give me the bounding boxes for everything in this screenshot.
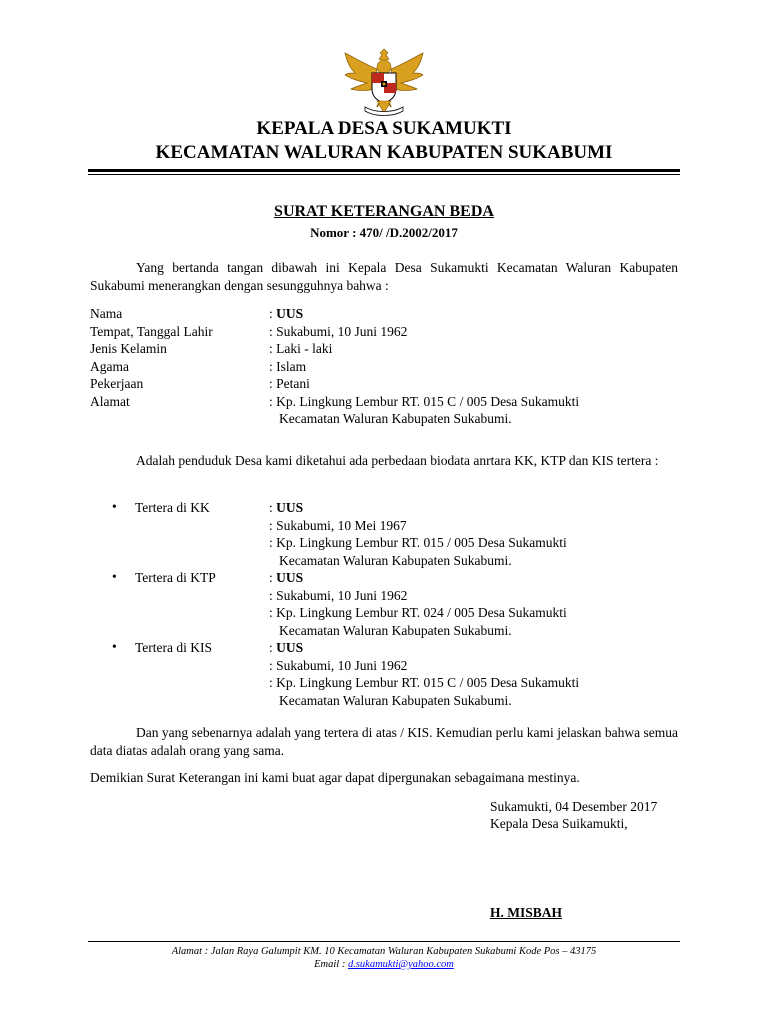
identity-row xyxy=(90,358,680,376)
identity-value: : Laki - laki xyxy=(269,341,333,356)
record-name: : UUS xyxy=(269,500,304,515)
record-birth: : Sukabumi, 10 Juni 1962 xyxy=(269,657,408,673)
record-label: Tertera di KIS xyxy=(135,640,213,655)
identity-value-cont: Kecamatan Waluran Kabupaten Sukabumi. xyxy=(279,411,512,426)
identity-value: : Kp. Lingkung Lembur RT. 015 C / 005 Desa Sukamukti xyxy=(269,393,580,409)
record-address: : Kp. Lingkung Lembur RT. 024 / 005 Desa Sukamukti xyxy=(269,605,567,620)
record-birth: : Sukabumi, 10 Mei 1967 xyxy=(269,517,407,533)
record-ktp xyxy=(90,569,680,639)
record-name: : UUS xyxy=(269,640,304,655)
difference-paragraph: Adalah penduduk Desa kami diketahui ada perbedaan biodata anrtara KK, KTP dan KIS tertera : xyxy=(136,453,659,468)
records-list xyxy=(90,499,680,709)
identity-label: Jenis Kelamin xyxy=(90,341,167,356)
identity-row xyxy=(90,375,680,393)
intro-paragraph: Yang bertanda tangan dibawah ini Kepala Desa Sukamukti Kecamatan Waluran Kabupaten Sukabumi menerangkan dengan sesungguhnya bahwa : xyxy=(90,260,678,293)
closing-paragraph-1: Dan yang sebenarnya adalah yang tertera di atas / KIS. Kemudian perlu kami jelaskan bahwa semua data diatas adalah orang yang sama. xyxy=(90,725,678,758)
record-address: : Kp. Lingkung Lembur RT. 015 C / 005 Desa Sukamukti xyxy=(269,675,580,690)
record-address-cont: Kecamatan Waluran Kabupaten Sukabumi. xyxy=(279,692,512,708)
letter-title: SURAT KETERANGAN BEDA xyxy=(274,203,494,220)
header-title-line1: KEPALA DESA SUKAMUKTI xyxy=(256,118,512,139)
closing-paragraph-2: Demikian Surat Keterangan ini kami buat agar dapat dipergunakan sebagaimana mestinya. xyxy=(90,770,580,785)
record-label: Tertera di KK xyxy=(135,500,210,515)
record-name: : UUS xyxy=(269,570,304,585)
identity-label: Pekerjaan xyxy=(90,376,144,391)
footer-email-label: Email : xyxy=(314,959,346,970)
record-kis xyxy=(90,639,680,709)
identity-row xyxy=(90,323,680,341)
header-title-line2: KECAMATAN WALURAN KABUPATEN SUKABUMI xyxy=(155,142,613,163)
footer-rule xyxy=(88,941,680,942)
record-label: Tertera di KTP xyxy=(135,570,216,585)
identity-row xyxy=(90,393,680,428)
identity-value: : Islam xyxy=(269,358,307,374)
identity-label: Tempat, Tanggal Lahir xyxy=(90,323,213,339)
identity-table xyxy=(90,305,680,428)
bullet-icon: • xyxy=(112,639,117,654)
identity-row xyxy=(90,340,680,358)
signature-name: H. MISBAH xyxy=(490,905,563,920)
identity-value: : UUS xyxy=(269,306,304,321)
identity-value: : Sukabumi, 10 Juni 1962 xyxy=(269,323,408,339)
record-address-cont: Kecamatan Waluran Kabupaten Sukabumi. xyxy=(279,622,512,638)
signature-place-date: Sukamukti, 04 Desember 2017 xyxy=(490,799,658,814)
identity-value: : Petani xyxy=(269,376,310,391)
identity-label: Alamat xyxy=(90,393,130,409)
footer-email-link[interactable]: d.sukamukti@yahoo.com xyxy=(347,959,454,970)
bullet-icon: • xyxy=(112,569,117,584)
header-rule-thick xyxy=(88,169,680,172)
footer-email-line xyxy=(0,958,768,971)
header-rule-thin xyxy=(88,174,680,175)
garuda-emblem xyxy=(341,47,427,119)
letter-number: Nomor : 470/ /D.2002/2017 xyxy=(310,225,458,240)
record-address-cont: Kecamatan Waluran Kabupaten Sukabumi. xyxy=(279,552,512,568)
bullet-icon: • xyxy=(112,499,117,514)
record-kk xyxy=(90,499,680,569)
identity-label: Agama xyxy=(90,358,129,374)
identity-label: Nama xyxy=(90,306,123,321)
record-address: : Kp. Lingkung Lembur RT. 015 / 005 Desa Sukamukti xyxy=(269,535,567,550)
record-birth: : Sukabumi, 10 Juni 1962 xyxy=(269,587,408,603)
identity-row xyxy=(90,305,680,323)
signature-position: Kepala Desa Suikamukti, xyxy=(490,816,628,831)
footer-address: Alamat : Jalan Raya Galumpit KM. 10 Kecamatan Waluran Kabupaten Sukabumi Kode Pos – 43175 xyxy=(171,946,597,957)
